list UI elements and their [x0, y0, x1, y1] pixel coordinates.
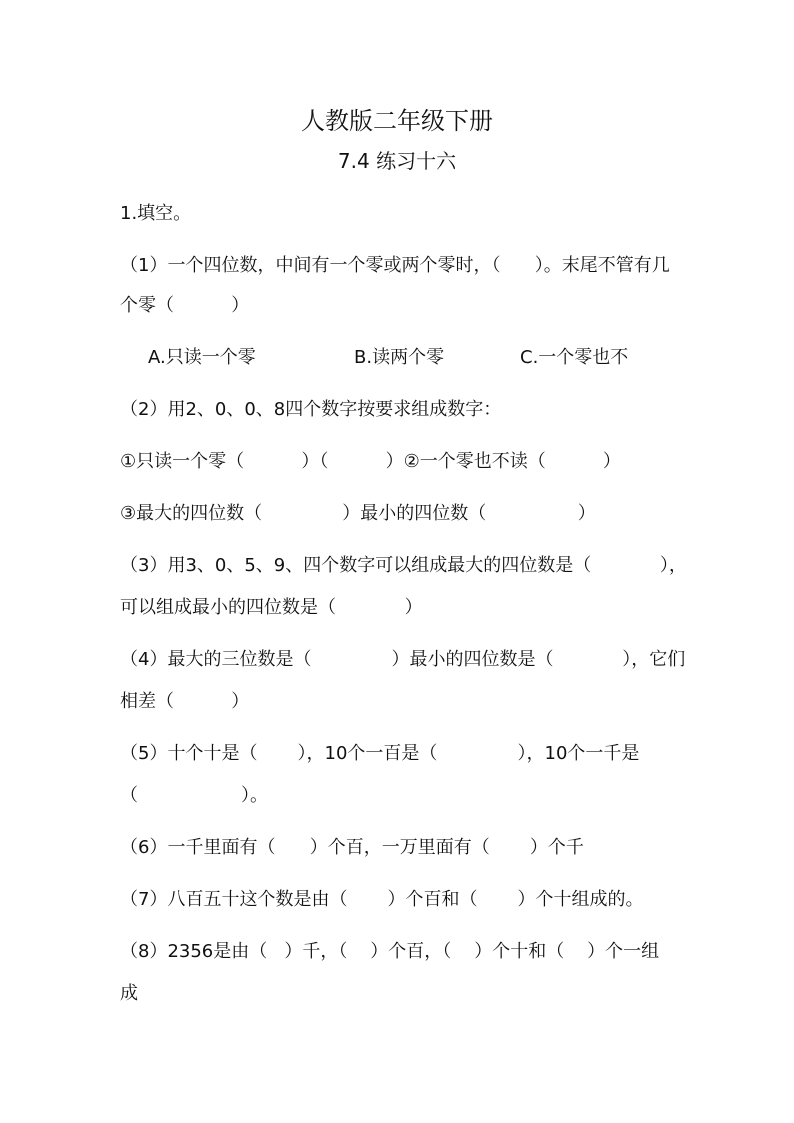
lesson-subtitle: 7.4 练习十六 [337, 149, 457, 173]
question-3-line-1: （3）用3、0、5、9、四个数字可以组成最大的四位数是（ ）， [120, 555, 687, 576]
question-8-line-1: （8）2356是由（ ）千，（ ）个百，（ ）个十和（ ）个一组 [120, 941, 660, 962]
question-5-line-1: （5）十个十是（ ），10个一百是（ ），10个一千是 [120, 743, 640, 764]
question-6: （6）一千里面有（ ）个百，一万里面有（ ）个千 [120, 837, 584, 858]
question-4-line-1: （4）最大的三位数是（ ）最小的四位数是（ ），它们 [120, 649, 686, 670]
question-1-line-2: 个零（ ） [120, 295, 250, 316]
option-a: A.只读一个零 [148, 347, 256, 368]
option-c: C.一个零也不 [520, 347, 629, 368]
question-3-line-2: 可以组成最小的四位数是（ ） [120, 597, 423, 618]
page-title: 人教版二年级下册 [301, 107, 493, 135]
question-5-line-2: （ ）。 [120, 785, 268, 806]
question-2-line-2: ①只读一个零（ ）（ ）②一个零也不读（ ） [120, 451, 621, 472]
question-2-line-3: ③最大的四位数（ ）最小的四位数（ ） [120, 503, 596, 524]
section-heading: 1.填空。 [120, 203, 192, 224]
question-4-line-2: 相差（ ） [120, 691, 250, 712]
question-2-line-1: （2）用2、0、0、8四个数字按要求组成数字： [120, 399, 502, 420]
option-b: B.读两个零 [354, 347, 445, 368]
question-7: （7）八百五十这个数是由（ ）个百和（ ）个十组成的。 [120, 889, 644, 910]
question-1-line-1: （1）一个四位数，中间有一个零或两个零时，（ ）。末尾不管有几 [120, 255, 670, 276]
question-8-line-2: 成 [120, 983, 138, 1004]
